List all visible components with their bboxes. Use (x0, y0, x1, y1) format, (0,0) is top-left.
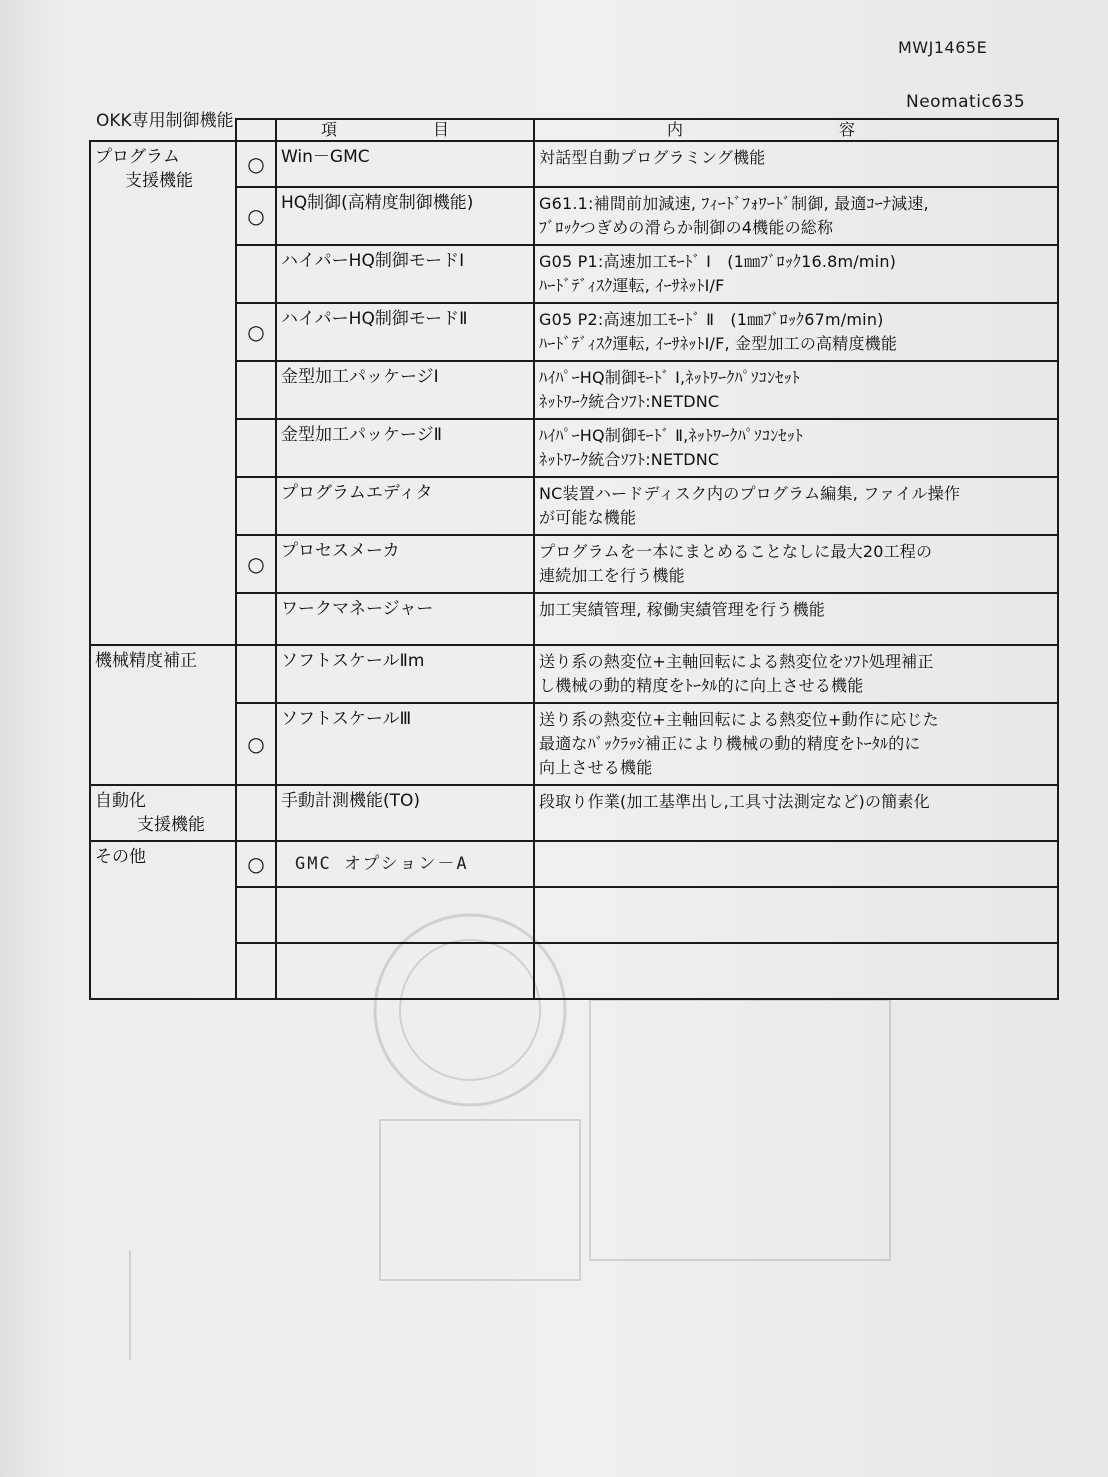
item-name: ハイパーHQ制御モードⅠ (276, 245, 534, 303)
desc-line: が可能な機能 (539, 508, 637, 527)
table-row (90, 477, 1058, 535)
item-name: プロセスメーカ (276, 535, 534, 593)
category-label-line2: 支援機能 (137, 815, 205, 835)
item-name: HQ制御(高精度制御機能) (276, 187, 534, 245)
selected-mark (236, 593, 276, 645)
item-name: 金型加工パッケージⅡ (276, 419, 534, 477)
item-description (534, 887, 1058, 943)
desc-line: G05 P2:高速加工ﾓｰﾄﾞ Ⅱ (1㎜ﾌﾞﾛｯｸ67m/min) (539, 310, 884, 329)
item-description (534, 303, 1058, 361)
item-name: ソフトスケールⅢ (276, 703, 534, 785)
header-content: 内 容 (534, 119, 1058, 141)
category-automation-support (90, 785, 236, 841)
item-description (534, 841, 1058, 887)
item-description (534, 187, 1058, 245)
item-name (276, 943, 534, 999)
selected-mark: ○ (236, 703, 276, 785)
desc-line: プログラムを一本にまとめることなしに最大20工程の (539, 542, 933, 561)
item-name: Win－GMC (276, 141, 534, 187)
category-machine-accuracy (90, 645, 236, 785)
selected-mark: ○ (236, 841, 276, 887)
category-label: その他 (95, 847, 146, 867)
function-table (89, 118, 1059, 1000)
desc-line: 送り系の熱変位+主軸回転による熱変位をｿﾌﾄ処理補正 (539, 652, 934, 671)
item-name (276, 887, 534, 943)
table-row (90, 785, 1058, 841)
desc-line: ﾈｯﾄﾜｰｸ統合ｿﾌﾄ:NETDNC (539, 392, 720, 411)
item-description (534, 535, 1058, 593)
desc-line: NC装置ハードディスク内のプログラム編集, ファイル操作 (539, 484, 961, 503)
item-name: 金型加工パッケージⅠ (276, 361, 534, 419)
table-row (90, 245, 1058, 303)
desc-line: ﾊｲﾊﾟｰHQ制御ﾓｰﾄﾞ Ⅱ,ﾈｯﾄﾜｰｸﾊﾟｿｺﾝｾｯﾄ (539, 426, 804, 445)
table-row (90, 141, 1058, 187)
desc-line: 連続加工を行う機能 (539, 566, 685, 585)
handwritten-item: GMC オプション－A (295, 854, 469, 874)
table-row (90, 943, 1058, 999)
item-description (534, 245, 1058, 303)
selected-mark: ○ (236, 303, 276, 361)
category-label: プログラム (95, 147, 180, 167)
table-row (90, 645, 1058, 703)
desc-line: 最適なﾊﾞｯｸﾗｯｼ補正により機械の動的精度をﾄｰﾀﾙ的に (539, 734, 921, 753)
item-name: ハイパーHQ制御モードⅡ (276, 303, 534, 361)
table-row (90, 419, 1058, 477)
table-row (90, 887, 1058, 943)
table-row (90, 187, 1058, 245)
category-label-line2: 支援機能 (125, 171, 193, 191)
desc-line: G61.1:補間前加減速, ﾌｨｰﾄﾞﾌｫﾜｰﾄﾞ制御, 最適ｺｰﾅ減速, (539, 194, 929, 213)
header-mark (236, 119, 276, 141)
table-row (90, 535, 1058, 593)
desc-line: ﾊｰﾄﾞﾃﾞｨｽｸ運転, ｲｰｻﾈｯﾄI/F, 金型加工の高精度機能 (539, 334, 898, 353)
item-name (276, 841, 534, 887)
desc-line: 送り系の熱変位+主軸回転による熱変位+動作に応じた (539, 710, 939, 729)
model-name: Neomatic635 (906, 92, 1026, 112)
ghost-rect (590, 1000, 890, 1260)
category-label: 機械精度補正 (95, 651, 197, 671)
selected-mark (236, 785, 276, 841)
function-table-wrapper (89, 118, 1059, 1000)
item-description (534, 141, 1058, 187)
item-name: 手動計測機能(TO) (276, 785, 534, 841)
selected-mark (236, 477, 276, 535)
table-row (90, 361, 1058, 419)
category-other (90, 841, 236, 999)
desc-line: ﾈｯﾄﾜｰｸ統合ｿﾌﾄ:NETDNC (539, 450, 720, 469)
item-description (534, 645, 1058, 703)
desc-line: 対話型自動プログラミング機能 (539, 148, 766, 167)
item-description (534, 593, 1058, 645)
table-row (90, 841, 1058, 887)
document-code: MWJ1465E (898, 38, 988, 57)
item-description (534, 943, 1058, 999)
selected-mark (236, 887, 276, 943)
item-description (534, 477, 1058, 535)
table-row (90, 703, 1058, 785)
table-row (90, 303, 1058, 361)
selected-mark (236, 419, 276, 477)
selected-mark (236, 943, 276, 999)
category-program-support (90, 141, 236, 645)
item-name: プログラムエディタ (276, 477, 534, 535)
desc-line: ﾌﾞﾛｯｸつぎめの滑らか制御の4機能の総称 (539, 218, 834, 237)
desc-line: G05 P1:高速加工ﾓｰﾄﾞ Ⅰ (1㎜ﾌﾞﾛｯｸ16.8m/min) (539, 252, 897, 271)
item-description (534, 785, 1058, 841)
table-header-row (90, 119, 1058, 141)
header-item: 項 目 (276, 119, 534, 141)
table-row (90, 593, 1058, 645)
category-label: 自動化 (95, 791, 146, 811)
item-description (534, 419, 1058, 477)
section-title: OKK専用制御機能 (96, 111, 234, 131)
desc-line: し機械の動的精度をﾄｰﾀﾙ的に向上させる機能 (539, 676, 864, 695)
desc-line: 段取り作業(加工基準出し,工具寸法測定など)の簡素化 (539, 792, 930, 811)
selected-mark (236, 245, 276, 303)
selected-mark: ○ (236, 187, 276, 245)
item-description (534, 703, 1058, 785)
desc-line: ﾊｰﾄﾞﾃﾞｨｽｸ運転, ｲｰｻﾈｯﾄI/F (539, 276, 725, 295)
ghost-rect-2 (380, 1120, 580, 1280)
item-name: ワークマネージャー (276, 593, 534, 645)
header-category (90, 119, 236, 141)
desc-line: ﾊｲﾊﾟｰHQ制御ﾓｰﾄﾞ Ⅰ,ﾈｯﾄﾜｰｸﾊﾟｿｺﾝｾｯﾄ (539, 368, 800, 387)
selected-mark: ○ (236, 535, 276, 593)
selected-mark (236, 645, 276, 703)
item-name: ソフトスケールⅡm (276, 645, 534, 703)
desc-line: 向上させる機能 (539, 758, 653, 777)
item-description (534, 361, 1058, 419)
desc-line: 加工実績管理, 稼働実績管理を行う機能 (539, 600, 825, 619)
selected-mark: ○ (236, 141, 276, 187)
selected-mark (236, 361, 276, 419)
